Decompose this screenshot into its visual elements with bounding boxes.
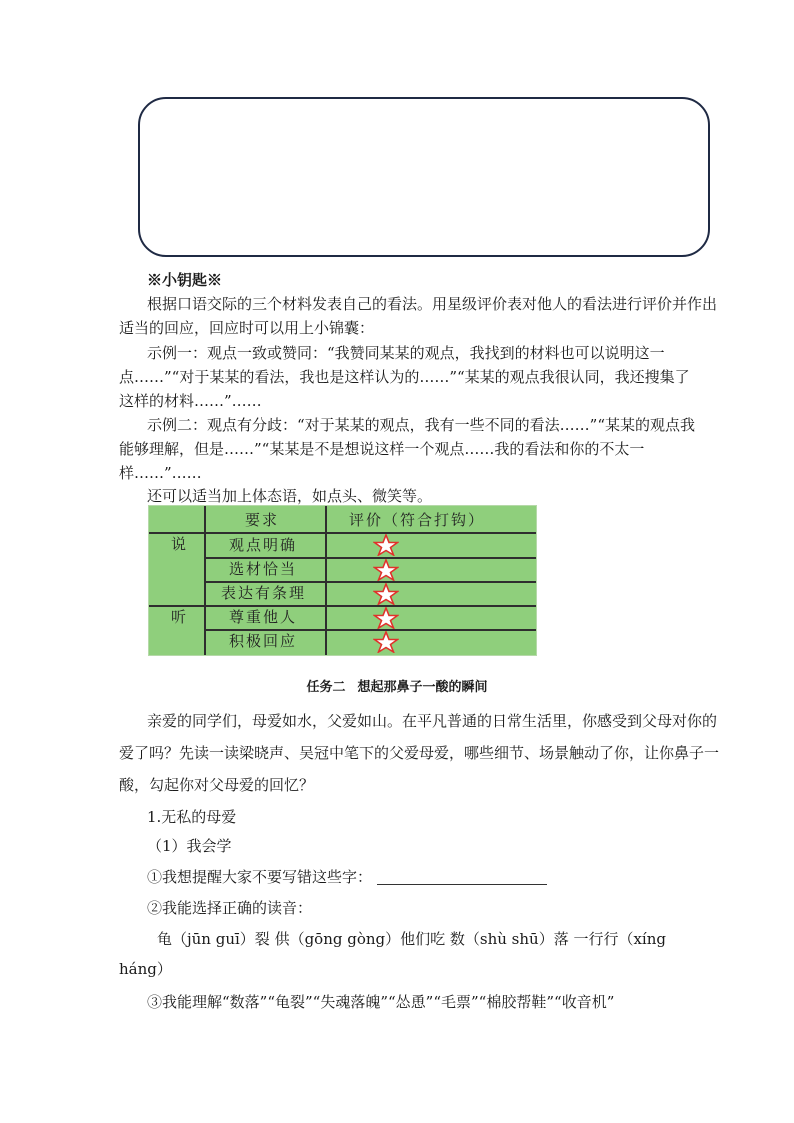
example2-line-2: 能够理解，但是……”“某某是不是想说这样一个观点……我的看法和你的不太一 [119,440,645,458]
pinyin-line-2: háng） [119,960,172,978]
criterion-label: 观点明确 [229,536,298,554]
body-language-tip: 还可以适当加上体态语，如点头、微笑等。 [147,487,433,505]
evaluation-table [148,505,537,656]
star-icon[interactable] [373,607,399,629]
group-listen: 听 [171,608,189,626]
question-3: ③我能理解“数落”“龟裂”“失魂落魄”“怂恿”“毛票”“棉胶帮鞋”“收音机” [147,993,615,1011]
intro-line-1: 根据口语交际的三个材料发表自己的看法。用星级评价表对他人的看法进行评价并作出 [147,295,718,313]
star-icon[interactable] [373,631,399,653]
task-label: 任务二 [306,680,346,695]
star-icon[interactable] [373,534,399,556]
example2-line-3: 样……”…… [119,464,202,482]
task-title: 想起那鼻子一酸的瞬间 [357,680,488,695]
example1-line-3: 这样的材料……”…… [119,392,262,410]
criterion-label: 积极回应 [229,632,298,650]
criterion-label: 表达有条理 [221,584,307,602]
section-heading: 1.无私的母爱 [147,808,237,826]
paragraph-line-2: 爱了吗？先读一读梁晓声、吴冠中笔下的父爱母爱，哪些细节、场景触动了你，让你鼻子一 [119,744,720,762]
example1-line-2: 点……”“对于某某的看法，我也是这样认为的……”“某某的观点我很认同，我还搜集了 [119,368,690,386]
header-requirement: 要求 [245,511,280,529]
example2-line-1: 示例二：观点有分歧：“对于某某的观点，我有一些不同的看法……”“某某的观点我 [147,416,696,434]
table-rule [149,605,536,607]
paragraph-line-3: 酸，勾起你对父母爱的回忆？ [119,776,315,794]
question-2: ②我能选择正确的读音： [147,899,313,917]
question-1-text: ①我想提醒大家不要写错这些字： [147,868,373,886]
criterion-label: 尊重他人 [229,608,298,626]
star-icon[interactable] [373,583,399,605]
task-heading [0,677,794,699]
intro-line-2: 适当的回应，回应时可以用上小锦囊： [119,319,375,337]
header-evaluation: 评价（符合打钩） [349,511,486,529]
table-rule [149,532,536,534]
star-icon[interactable] [373,559,399,581]
paragraph-line-1: 亲爱的同学们，母爱如水，父爱如山。在平凡普通的日常生活里，你感受到父母对你的 [147,712,718,730]
example1-line-1: 示例一：观点一致或赞同：“我赞同某某的观点，我找到的材料也可以说明这一 [147,344,665,362]
group-speak: 说 [171,535,189,553]
subsection-heading: （1）我会学 [147,837,232,855]
answer-box [138,97,710,257]
answer-blank[interactable] [377,868,547,885]
criterion-label: 选材恰当 [229,560,298,578]
table-rule [204,506,206,655]
question-1 [147,865,547,889]
tip-title: ※小钥匙※ [147,271,223,289]
table-rule [325,506,327,655]
pinyin-line-1: 龟（jūn guī）裂 供（gōng gòng）他们吃 数（shù shū）落 一行行（xíng [157,930,666,948]
